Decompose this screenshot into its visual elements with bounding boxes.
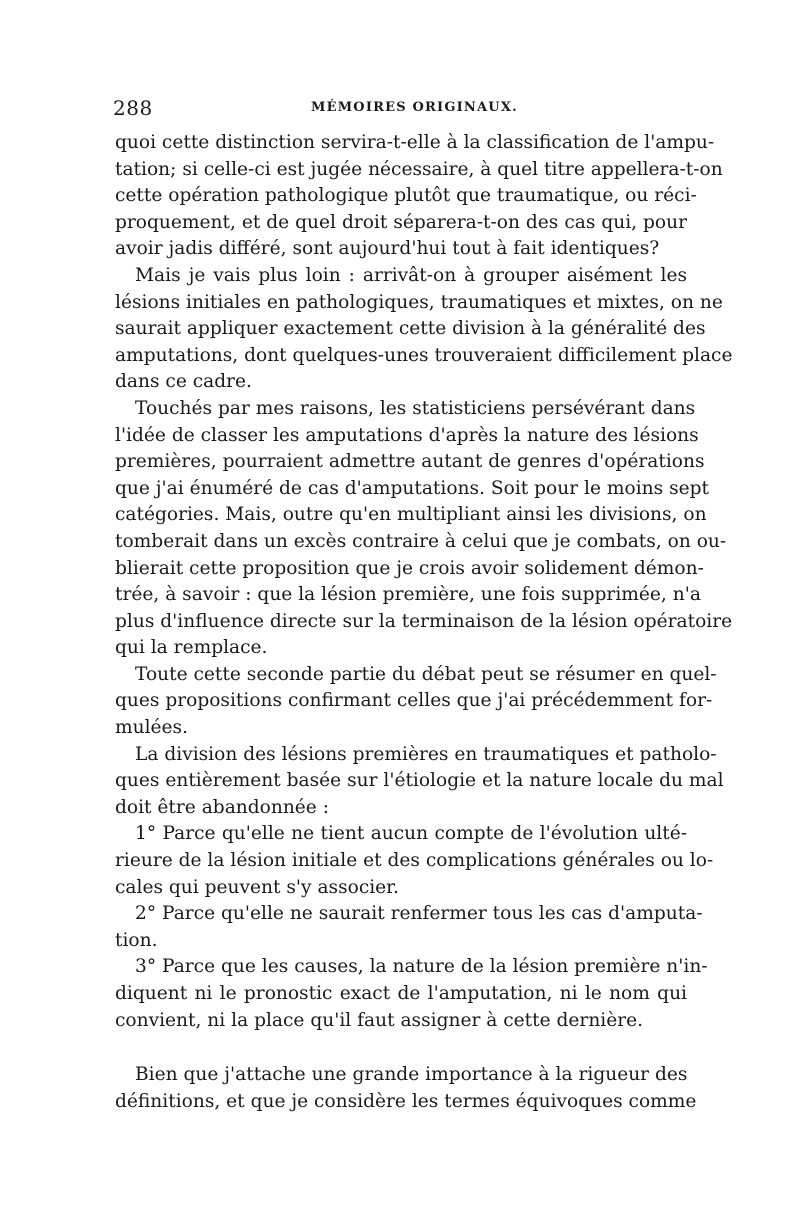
text-line: mulées. (115, 717, 189, 739)
text-line: Mais je vais plus loin : arrivât-on à grouper aisément les (135, 264, 687, 286)
running-title: MÉMOIRES ORIGINAUX. (311, 100, 518, 115)
text-line: lésions initiales en pathologiques, traumatiques et mixtes, on ne (115, 291, 723, 313)
text-line: amputations, dont quelques-unes trouveraient difficilement place (115, 344, 733, 366)
paragraph (115, 130, 723, 263)
text-line: 3° Parce que les causes, la nature de la lésion première n'in- (135, 956, 708, 978)
text-line: Bien que j'attache une grande importance à la rigueur des (135, 1064, 688, 1086)
text-line: 1° Parce qu'elle ne tient aucun compte de l'évolution ulté- (135, 823, 687, 845)
text-line: tion. (115, 929, 158, 951)
text-line: tomberait dans un excès contraire à celui que je combats, on ou- (115, 530, 727, 552)
paragraph (115, 742, 724, 822)
text-line: Touchés par mes raisons, les statisticiens persévérant dans (135, 397, 696, 419)
text-line: ques propositions confirmant celles que j'ai précédemment for- (115, 690, 713, 712)
text-line: dans ce cadre. (115, 371, 252, 393)
running-header (113, 96, 686, 122)
text-line: saurait appliquer exactement cette division à la généralité des (115, 318, 706, 340)
text-line: cales qui peuvent s'y associer. (115, 876, 399, 898)
paragraph (115, 662, 717, 742)
text-line: que j'ai énuméré de cas d'amputations. Soit pour le moins sept (115, 477, 710, 499)
page-number: 288 (113, 96, 153, 120)
text-line: définitions, et que je considère les termes équivoques comme (115, 1090, 697, 1112)
text-line: avoir jadis différé, sont aujourd'hui tout à fait identiques? (115, 238, 660, 260)
text-line: trée, à savoir : que la lésion première, une fois supprimée, n'a (115, 584, 701, 606)
text-line: qui la remplace. (115, 637, 268, 659)
text-line: diquent ni le pronostic exact de l'amputation, ni le nom qui (115, 983, 687, 1004)
text-line: cette opération pathologique plutôt que traumatique, ou réci- (115, 185, 697, 207)
text-line: tation; si celle-ci est jugée nécessaire, à quel titre appellera-t-on (115, 158, 723, 180)
text-line: La division des lésions premières en traumatiques et patholo- (135, 743, 717, 765)
text-line: ques entièrement basée sur l'étiologie et la nature locale du mal (115, 770, 724, 792)
text-line: l'idée de classer les amputations d'après la nature des lésions (115, 424, 699, 446)
text-line: 2° Parce qu'elle ne saurait renfermer tous les cas d'amputa- (135, 903, 703, 925)
text-line: premières, pourraient admettre autant de genres d'opérations (115, 451, 705, 473)
list-item (115, 821, 714, 901)
text-line: proquement, et de quel droit séparera-t-on des cas qui, pour (115, 211, 687, 233)
text-line: Toute cette seconde partie du débat peut se résumer en quel- (135, 663, 717, 685)
text-line: doit être abandonnée : (115, 796, 329, 818)
paragraph (115, 263, 733, 396)
text-line: plus d'influence directe sur la terminaison de la lésion opératoire (115, 610, 733, 632)
paragraph (115, 1062, 697, 1115)
text-line: convient, ni la place qu'il faut assigner à cette dernière. (115, 1009, 644, 1031)
text-body (115, 130, 733, 1115)
paragraph (115, 396, 733, 662)
text-line: catégories. Mais, outre qu'en multipliant ainsi les divisions, on (115, 504, 707, 526)
text-line: rieure de la lésion initiale et des complications générales ou lo- (115, 850, 714, 872)
list-item (115, 901, 703, 954)
list-item (115, 954, 708, 1034)
text-line: quoi cette distinction servira-t-elle à la classification de l'ampu- (115, 132, 715, 153)
text-line: blierait cette proposition que je crois avoir solidement démon- (115, 557, 704, 579)
section-gap (115, 1034, 687, 1062)
